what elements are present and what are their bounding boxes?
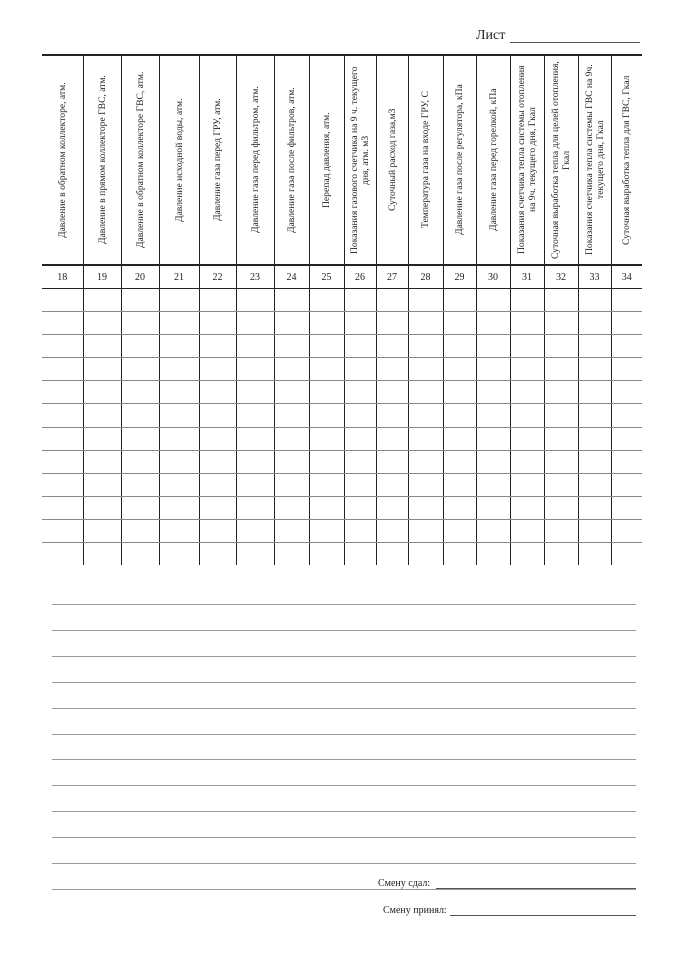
table-cell[interactable] [344, 543, 376, 566]
column-header-label: Показания газового счетчика на 9 ч. текущего дня, атм. м3 [349, 66, 371, 254]
table-row [42, 427, 642, 450]
table-cell[interactable] [510, 289, 544, 312]
table-row [42, 543, 642, 566]
table-cell[interactable] [476, 543, 510, 566]
table-cell[interactable] [578, 519, 611, 542]
table-cell[interactable] [121, 519, 159, 542]
column-header [199, 55, 236, 265]
table-cell[interactable] [236, 358, 274, 381]
table-cell[interactable] [121, 543, 159, 566]
table-cell[interactable] [42, 543, 83, 566]
shift-received-label: Смену принял: [383, 905, 447, 916]
table-cell[interactable] [199, 289, 236, 312]
table-cell[interactable] [83, 312, 121, 335]
column-header-label: Давление газа после регулятора, кПа [454, 84, 465, 236]
table-cell[interactable] [344, 312, 376, 335]
table-cell[interactable] [408, 450, 443, 473]
table-cell[interactable] [544, 473, 578, 496]
table-cell[interactable] [236, 427, 274, 450]
table-cell[interactable] [443, 496, 476, 519]
table-cell[interactable] [344, 450, 376, 473]
table-cell[interactable] [159, 335, 199, 358]
table-cell[interactable] [544, 335, 578, 358]
table-cell[interactable] [611, 450, 642, 473]
table-row [42, 312, 642, 335]
table-cell[interactable] [199, 335, 236, 358]
table-row [42, 519, 642, 542]
table-cell[interactable] [274, 335, 309, 358]
table-cell[interactable] [476, 312, 510, 335]
table-cell[interactable] [376, 519, 408, 542]
table-cell[interactable] [309, 358, 344, 381]
table-cell[interactable] [159, 358, 199, 381]
table-cell[interactable] [42, 404, 83, 427]
column-header-label: Температура газа на входе ГРУ, С [420, 91, 431, 229]
column-header [544, 55, 578, 265]
note-line[interactable] [52, 811, 636, 812]
table-cell[interactable] [309, 496, 344, 519]
table-cell[interactable] [159, 450, 199, 473]
table-cell[interactable] [121, 335, 159, 358]
table-cell[interactable] [611, 289, 642, 312]
table-cell[interactable] [443, 450, 476, 473]
column-number: 26 [344, 265, 376, 289]
table-cell[interactable] [274, 496, 309, 519]
table-cell[interactable] [121, 427, 159, 450]
table-cell[interactable] [159, 473, 199, 496]
table-row [42, 473, 642, 496]
note-line[interactable] [52, 734, 636, 735]
table-cell[interactable] [544, 289, 578, 312]
table-cell[interactable] [510, 450, 544, 473]
table-cell[interactable] [159, 543, 199, 566]
table-cell[interactable] [199, 404, 236, 427]
table-cell[interactable] [544, 358, 578, 381]
table-cell[interactable] [544, 450, 578, 473]
table-cell[interactable] [408, 381, 443, 404]
column-header [578, 55, 611, 265]
column-header-label: Давление газа перед фильтром, атм. [249, 86, 261, 234]
table-cell[interactable] [578, 358, 611, 381]
table-cell[interactable] [236, 543, 274, 566]
column-header [408, 55, 443, 265]
table-cell[interactable] [578, 335, 611, 358]
column-number: 23 [236, 265, 274, 289]
note-line[interactable] [52, 863, 636, 864]
table-cell[interactable] [309, 473, 344, 496]
table-cell[interactable] [376, 473, 408, 496]
table-cell[interactable] [611, 543, 642, 566]
column-header [376, 55, 408, 265]
table-cell[interactable] [121, 450, 159, 473]
table-cell[interactable] [544, 496, 578, 519]
table-cell[interactable] [83, 450, 121, 473]
table-cell[interactable] [344, 289, 376, 312]
table-cell[interactable] [344, 496, 376, 519]
table-cell[interactable] [510, 519, 544, 542]
table-cell[interactable] [544, 519, 578, 542]
table-cell[interactable] [121, 496, 159, 519]
table-cell[interactable] [309, 450, 344, 473]
table-cell[interactable] [510, 335, 544, 358]
table-cell[interactable] [42, 358, 83, 381]
table-cell[interactable] [578, 427, 611, 450]
column-number: 32 [544, 265, 578, 289]
table-cell[interactable] [408, 496, 443, 519]
column-header [510, 55, 544, 265]
table-row [42, 358, 642, 381]
table-cell[interactable] [121, 358, 159, 381]
table-cell[interactable] [83, 335, 121, 358]
table-cell[interactable] [309, 381, 344, 404]
table-cell[interactable] [408, 312, 443, 335]
table-cell[interactable] [274, 427, 309, 450]
table-cell[interactable] [476, 450, 510, 473]
table-cell[interactable] [159, 496, 199, 519]
table-cell[interactable] [443, 335, 476, 358]
table-cell[interactable] [236, 335, 274, 358]
column-number: 28 [408, 265, 443, 289]
column-header [236, 55, 274, 265]
table-row [42, 381, 642, 404]
table-cell[interactable] [376, 496, 408, 519]
column-header [443, 55, 476, 265]
sheet-label: Лист [476, 28, 506, 43]
table-cell[interactable] [476, 427, 510, 450]
table-cell[interactable] [309, 335, 344, 358]
column-header-label: Давление газа после фильтров, атм. [286, 87, 297, 233]
table-cell[interactable] [199, 519, 236, 542]
table-cell[interactable] [578, 312, 611, 335]
table-cell[interactable] [376, 450, 408, 473]
table-cell[interactable] [510, 381, 544, 404]
column-header-label: Показания счетчика тепла системы ГВС на 9ч. текущего дня, Гкал [583, 64, 606, 256]
table-cell[interactable] [236, 450, 274, 473]
table-cell[interactable] [578, 473, 611, 496]
column-number: 29 [443, 265, 476, 289]
table-cell[interactable] [611, 312, 642, 335]
table-cell[interactable] [309, 312, 344, 335]
table-cell[interactable] [510, 358, 544, 381]
table-cell[interactable] [236, 404, 274, 427]
table-cell[interactable] [309, 543, 344, 566]
table-cell[interactable] [236, 473, 274, 496]
table-cell[interactable] [578, 289, 611, 312]
table-cell[interactable] [42, 519, 83, 542]
shift-handed-signature-field[interactable] [436, 888, 636, 889]
table-cell[interactable] [309, 427, 344, 450]
column-number: 20 [121, 265, 159, 289]
sheet-number-field[interactable] [510, 42, 640, 43]
table-cell[interactable] [443, 543, 476, 566]
table-cell[interactable] [274, 450, 309, 473]
note-line[interactable] [52, 604, 636, 605]
table-cell[interactable] [476, 473, 510, 496]
table-cell[interactable] [510, 496, 544, 519]
column-header [309, 55, 344, 265]
column-header-label: Давление в обратном коллекторе ГВС, атм. [134, 71, 146, 249]
table-cell[interactable] [408, 543, 443, 566]
column-number: 31 [510, 265, 544, 289]
table-row [42, 289, 642, 312]
table-cell[interactable] [159, 381, 199, 404]
table-cell[interactable] [83, 496, 121, 519]
table-cell[interactable] [376, 335, 408, 358]
table-cell[interactable] [611, 358, 642, 381]
table-cell[interactable] [199, 473, 236, 496]
column-header-label: Суточный расход газа,м3 [386, 108, 398, 212]
column-number: 24 [274, 265, 309, 289]
table-cell[interactable] [408, 404, 443, 427]
table-cell[interactable] [344, 381, 376, 404]
table-cell[interactable] [611, 427, 642, 450]
table-cell[interactable] [408, 358, 443, 381]
table-cell[interactable] [42, 289, 83, 312]
column-number: 30 [476, 265, 510, 289]
table-cell[interactable] [476, 289, 510, 312]
table-cell[interactable] [510, 543, 544, 566]
table-cell[interactable] [544, 427, 578, 450]
table-cell[interactable] [236, 519, 274, 542]
table-cell[interactable] [544, 543, 578, 566]
table-cell[interactable] [544, 381, 578, 404]
table-cell[interactable] [376, 427, 408, 450]
table-cell[interactable] [159, 312, 199, 335]
table-cell[interactable] [274, 358, 309, 381]
table-cell[interactable] [408, 289, 443, 312]
table-cell[interactable] [309, 519, 344, 542]
table-cell[interactable] [274, 543, 309, 566]
table-cell[interactable] [236, 289, 274, 312]
table-cell[interactable] [344, 358, 376, 381]
table-cell[interactable] [376, 312, 408, 335]
note-line[interactable] [52, 630, 636, 631]
table-cell[interactable] [578, 496, 611, 519]
table-cell[interactable] [83, 381, 121, 404]
table-cell[interactable] [611, 381, 642, 404]
table-cell[interactable] [408, 519, 443, 542]
table-cell[interactable] [376, 289, 408, 312]
column-header [83, 55, 121, 265]
note-line[interactable] [52, 682, 636, 683]
table-cell[interactable] [443, 381, 476, 404]
table-cell[interactable] [199, 496, 236, 519]
column-header-label: Давление в прямом коллекторе ГВС, атм. [96, 75, 108, 245]
table-row [42, 450, 642, 473]
table-cell[interactable] [443, 427, 476, 450]
table-cell[interactable] [274, 404, 309, 427]
column-header-label: Суточная выработка тепла для ГВС, Гкал [621, 75, 633, 245]
column-header-label: Давление исходной воды, атм. [173, 98, 185, 222]
note-line[interactable] [52, 889, 636, 890]
table-cell[interactable] [344, 519, 376, 542]
table-cell[interactable] [376, 543, 408, 566]
table-cell[interactable] [83, 543, 121, 566]
table-cell[interactable] [121, 404, 159, 427]
column-header [611, 55, 642, 265]
column-number: 21 [159, 265, 199, 289]
table-cell[interactable] [121, 381, 159, 404]
table-cell[interactable] [344, 427, 376, 450]
table-cell[interactable] [443, 519, 476, 542]
note-line[interactable] [52, 785, 636, 786]
table-cell[interactable] [443, 289, 476, 312]
table-cell[interactable] [578, 450, 611, 473]
table-cell[interactable] [544, 312, 578, 335]
table-cell[interactable] [42, 450, 83, 473]
table-cell[interactable] [309, 404, 344, 427]
table-cell[interactable] [344, 473, 376, 496]
table-cell[interactable] [611, 496, 642, 519]
table-cell[interactable] [42, 496, 83, 519]
table-cell[interactable] [476, 381, 510, 404]
table-cell[interactable] [578, 543, 611, 566]
log-table [42, 54, 642, 565]
table-cell[interactable] [510, 427, 544, 450]
table-cell[interactable] [344, 404, 376, 427]
column-header-label: Давление газа перед горелкой, кПа [487, 88, 499, 232]
table-cell[interactable] [274, 519, 309, 542]
column-header [476, 55, 510, 265]
table-cell[interactable] [274, 289, 309, 312]
table-cell[interactable] [83, 404, 121, 427]
table-cell[interactable] [199, 450, 236, 473]
table-cell[interactable] [408, 335, 443, 358]
column-number: 22 [199, 265, 236, 289]
column-header [159, 55, 199, 265]
table-cell[interactable] [42, 473, 83, 496]
column-header-label: Показания счетчика тепла системы отопления на 9ч. текущего дня, Гкал [516, 65, 538, 255]
table-cell[interactable] [159, 519, 199, 542]
column-header [344, 55, 376, 265]
column-number: 27 [376, 265, 408, 289]
note-line[interactable] [52, 656, 636, 657]
table-cell[interactable] [199, 427, 236, 450]
table-cell[interactable] [42, 381, 83, 404]
column-header-label: Давление в обратном коллекторе, атм. [56, 82, 68, 238]
table-cell[interactable] [42, 335, 83, 358]
column-header [42, 55, 83, 265]
note-line[interactable] [52, 837, 636, 838]
table-cell[interactable] [83, 427, 121, 450]
table-cell[interactable] [159, 427, 199, 450]
column-number: 19 [83, 265, 121, 289]
table-cell[interactable] [476, 519, 510, 542]
table-cell[interactable] [83, 358, 121, 381]
table-cell[interactable] [274, 473, 309, 496]
table-cell[interactable] [510, 404, 544, 427]
table-cell[interactable] [344, 335, 376, 358]
table-cell[interactable] [274, 312, 309, 335]
table-cell[interactable] [578, 404, 611, 427]
table-cell[interactable] [376, 381, 408, 404]
table-row [42, 496, 642, 519]
column-header-label: Перепад давления, атм. [321, 112, 332, 208]
table-cell[interactable] [408, 473, 443, 496]
column-number: 34 [611, 265, 642, 289]
table-cell[interactable] [236, 496, 274, 519]
table-cell[interactable] [544, 404, 578, 427]
table-cell[interactable] [309, 289, 344, 312]
table-cell[interactable] [83, 519, 121, 542]
table-cell[interactable] [42, 427, 83, 450]
table-cell[interactable] [199, 358, 236, 381]
table-cell[interactable] [578, 381, 611, 404]
table-cell[interactable] [376, 404, 408, 427]
table-cell[interactable] [159, 289, 199, 312]
table-cell[interactable] [443, 473, 476, 496]
table-cell[interactable] [199, 381, 236, 404]
table-cell[interactable] [611, 473, 642, 496]
table-cell[interactable] [408, 427, 443, 450]
table-cell[interactable] [42, 312, 83, 335]
table-cell[interactable] [510, 312, 544, 335]
column-number: 25 [309, 265, 344, 289]
table-cell[interactable] [376, 358, 408, 381]
table-cell[interactable] [236, 312, 274, 335]
note-line[interactable] [52, 708, 636, 709]
table-cell[interactable] [611, 404, 642, 427]
table-cell[interactable] [121, 473, 159, 496]
table-cell[interactable] [199, 312, 236, 335]
shift-handed-label: Смену сдал: [378, 878, 431, 889]
table-cell[interactable] [83, 289, 121, 312]
table-cell[interactable] [476, 496, 510, 519]
table-cell[interactable] [476, 335, 510, 358]
shift-received-signature-field[interactable] [450, 915, 636, 916]
table-cell[interactable] [159, 404, 199, 427]
column-header-label: Давление газа перед ГРУ, атм. [212, 98, 223, 222]
column-header-label: Суточная выработка тепла для целей отопления, Гкал [550, 61, 572, 259]
table-cell[interactable] [443, 312, 476, 335]
note-line[interactable] [52, 759, 636, 760]
table-cell[interactable] [236, 381, 274, 404]
table-cell[interactable] [510, 473, 544, 496]
table-cell[interactable] [611, 519, 642, 542]
table-cell[interactable] [476, 358, 510, 381]
column-number: 33 [578, 265, 611, 289]
column-header [274, 55, 309, 265]
table-cell[interactable] [121, 312, 159, 335]
table-cell[interactable] [83, 473, 121, 496]
table-cell[interactable] [443, 404, 476, 427]
table-cell[interactable] [476, 404, 510, 427]
table-cell[interactable] [274, 381, 309, 404]
table-cell[interactable] [121, 289, 159, 312]
table-row [42, 335, 642, 358]
table-cell[interactable] [199, 543, 236, 566]
table-cell[interactable] [611, 335, 642, 358]
table-cell[interactable] [443, 358, 476, 381]
table-row [42, 404, 642, 427]
column-number: 18 [42, 265, 83, 289]
column-header [121, 55, 159, 265]
